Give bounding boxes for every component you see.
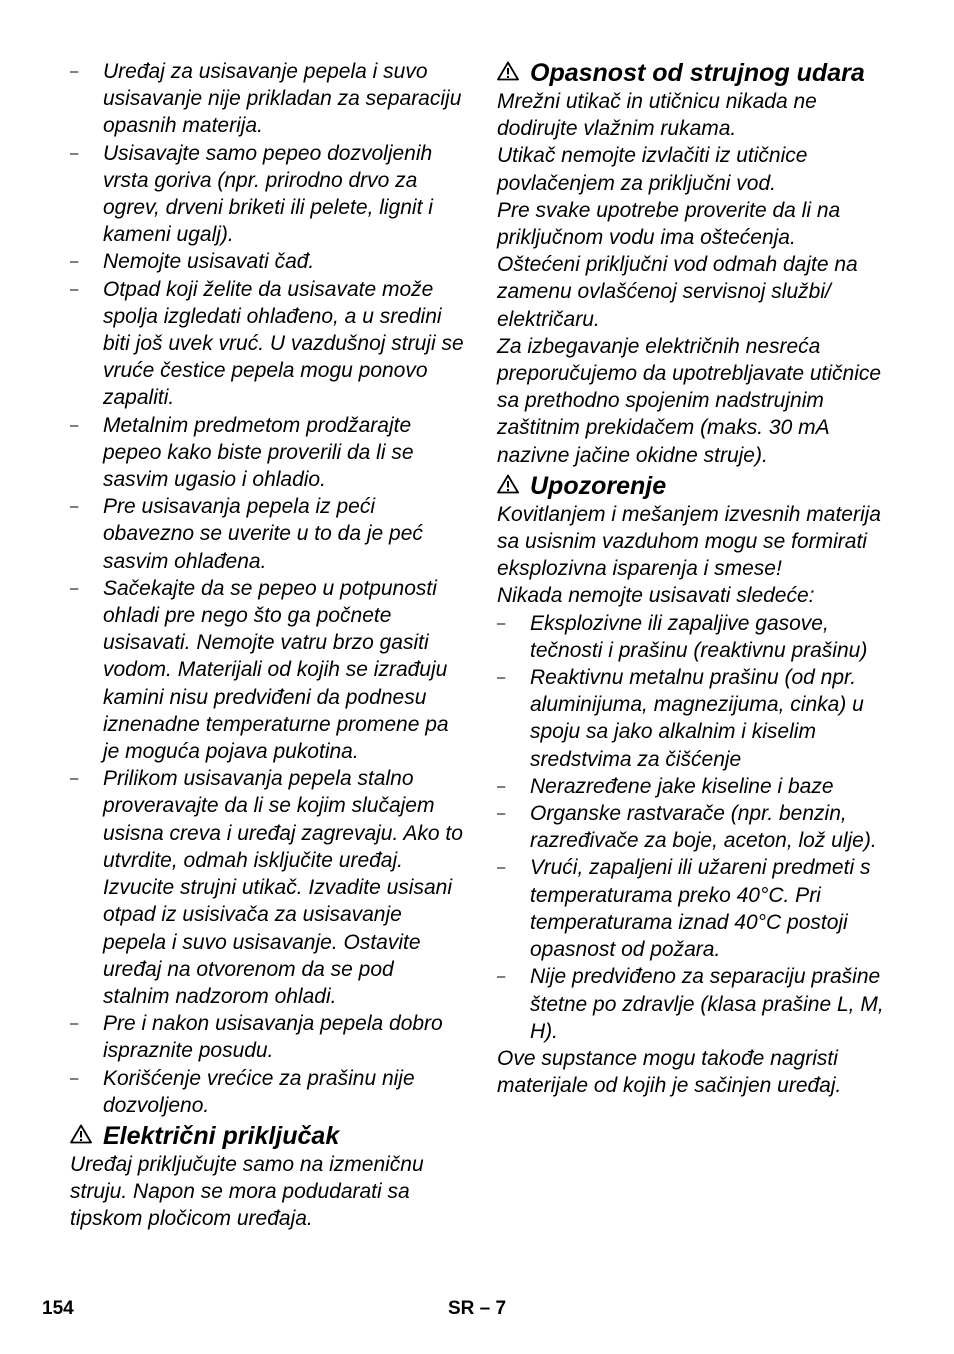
heading-text: Upozorenje bbox=[530, 471, 667, 500]
paragraph: Mrežni utikač in utičnicu nikada ne dodirujte vlažnim rukama. bbox=[497, 90, 817, 141]
list-item: – Metalnim predmetom prodžarajte pepeo kako biste proverili da li se sasvim ugasio i ohladio. bbox=[70, 412, 465, 494]
list-item: – Uređaj za usisavanje pepela i suvo usisavanje nije prikladan za separaciju opasnih materija. bbox=[70, 58, 465, 140]
heading-warning bbox=[497, 471, 887, 501]
right-column bbox=[497, 58, 887, 1099]
list-item: – Organske rastvarače (npr. benzin, razređivače za boje, aceton, lož ulje). bbox=[497, 800, 887, 854]
warning-triangle-icon bbox=[497, 61, 519, 81]
list-item: – Nemojte usisavati čađ. bbox=[70, 248, 465, 275]
paragraph: Oštećeni priključni vod odmah dajte na zamenu ovlašćenoj servisnoj službi/ električaru. bbox=[497, 253, 858, 331]
list-item: – Nije predviđeno za separaciju prašine štetne po zdravlje (klasa prašine L, M, H). bbox=[497, 963, 887, 1045]
page-number: 154 bbox=[42, 1298, 74, 1319]
list-item: – Usisavajte samo pepeo dozvoljenih vrsta goriva (npr. prirodno drvo za ogrev, drveni briketi ili pelete, lignit i kameni ugalj). bbox=[70, 140, 465, 249]
paragraph: Kovitlanjem i mešanjem izvesnih materija sa usisnim vazduhom mogu se formirati eksplozivna isparenja i smese! bbox=[497, 502, 881, 581]
warning-triangle-icon bbox=[70, 1124, 92, 1144]
list-item: – Pre usisavanja pepela iz peći obavezno se uverite u to da je peć sasvim ohlađena. bbox=[70, 493, 465, 575]
left-column bbox=[70, 58, 465, 1233]
list-item: – Eksplozivne ili zapaljive gasove, tečnosti i prašinu (reaktivnu prašinu) bbox=[497, 610, 887, 664]
paragraph-electric: Uređaj priključujte samo na izmeničnu struju. Napon se mora podudarati sa tipskom pločicom uređaja. bbox=[70, 1152, 424, 1231]
language-page-label: SR – 7 bbox=[448, 1298, 507, 1319]
list-item: – Prilikom usisavanja pepela stalno proveravajte da li se kojim slučajem usisna creva i uređaj zagrevaju. Ako to utvrdite, odmah isključite uređaj. Izvucite strujni utikač. Izvadite usisani otpad iz usisivača za usisavanje pepela i suvo usisavanje. Ostavite uređaj na otvorenom da se pod stalnim nadzorom ohladi. bbox=[70, 765, 465, 1010]
list-item: – Vrući, zapaljeni ili užareni predmeti s temperaturama preko 40°C. Pri temperaturama iznad 40°C postoji opasnost od požara. bbox=[497, 854, 887, 963]
list-item: – Nerazređene jake kiseline i baze bbox=[497, 773, 887, 800]
heading-electric-shock-danger bbox=[497, 58, 887, 88]
list-item: – Reaktivnu metalnu prašinu (od npr. aluminijuma, magnezijuma, cinka) u spoju sa jako alkalnim i kiselim sredstvima za čišćenje bbox=[497, 664, 887, 773]
safety-list-ash bbox=[70, 58, 465, 1119]
warning-triangle-icon bbox=[497, 474, 519, 494]
heading-electric-connection bbox=[70, 1121, 465, 1151]
paragraph: Pre svake upotrebe proverite da li na priključnom vodu ima oštećenja. bbox=[497, 198, 841, 250]
list-item: – Otpad koji želite da usisavate može spolja izgledati ohlađeno, a u sredini biti još uvek vruć. U vazdušnoj struji se vruće čestice pepela mogu ponovo zapaliti. bbox=[70, 276, 465, 412]
heading-text: Električni priključak bbox=[103, 1121, 340, 1150]
paragraph: Nikada nemojte usisavati sledeće: bbox=[497, 584, 815, 608]
list-item: – Pre i nakon usisavanja pepela dobro ispraznite posudu. bbox=[70, 1010, 465, 1064]
paragraph: Za izbegavanje električnih nesreća preporučujemo da upotrebljavate utičnice sa prethodno spojenim nadstrujnim zaštitnim prekidačem (maks. 30 mA nazivne jačine okidne struje). bbox=[497, 334, 882, 467]
paragraph: Utikač nemojte izvlačiti iz utičnice povlačenjem za priključni vod. bbox=[497, 144, 808, 195]
list-item: – Korišćenje vrećice za prašinu nije dozvoljeno. bbox=[70, 1065, 465, 1119]
heading-text: Opasnost od strujnog udara bbox=[530, 59, 865, 87]
list-item: – Sačekajte da se pepeo u potpunosti ohladi pre nego što ga počnete usisavati. Nemojte vatru brzo gasiti vodom. Materijali od kojih se izrađuju kamini nisu predviđeni da podnesu iznenadne temperaturne promene pa je moguća pojava pukotina. bbox=[70, 575, 465, 765]
paragraph-closing: Ove supstance mogu takođe nagristi materijale od kojih je sačinjen uređaj. bbox=[497, 1046, 842, 1098]
safety-list-forbidden bbox=[497, 610, 887, 1045]
